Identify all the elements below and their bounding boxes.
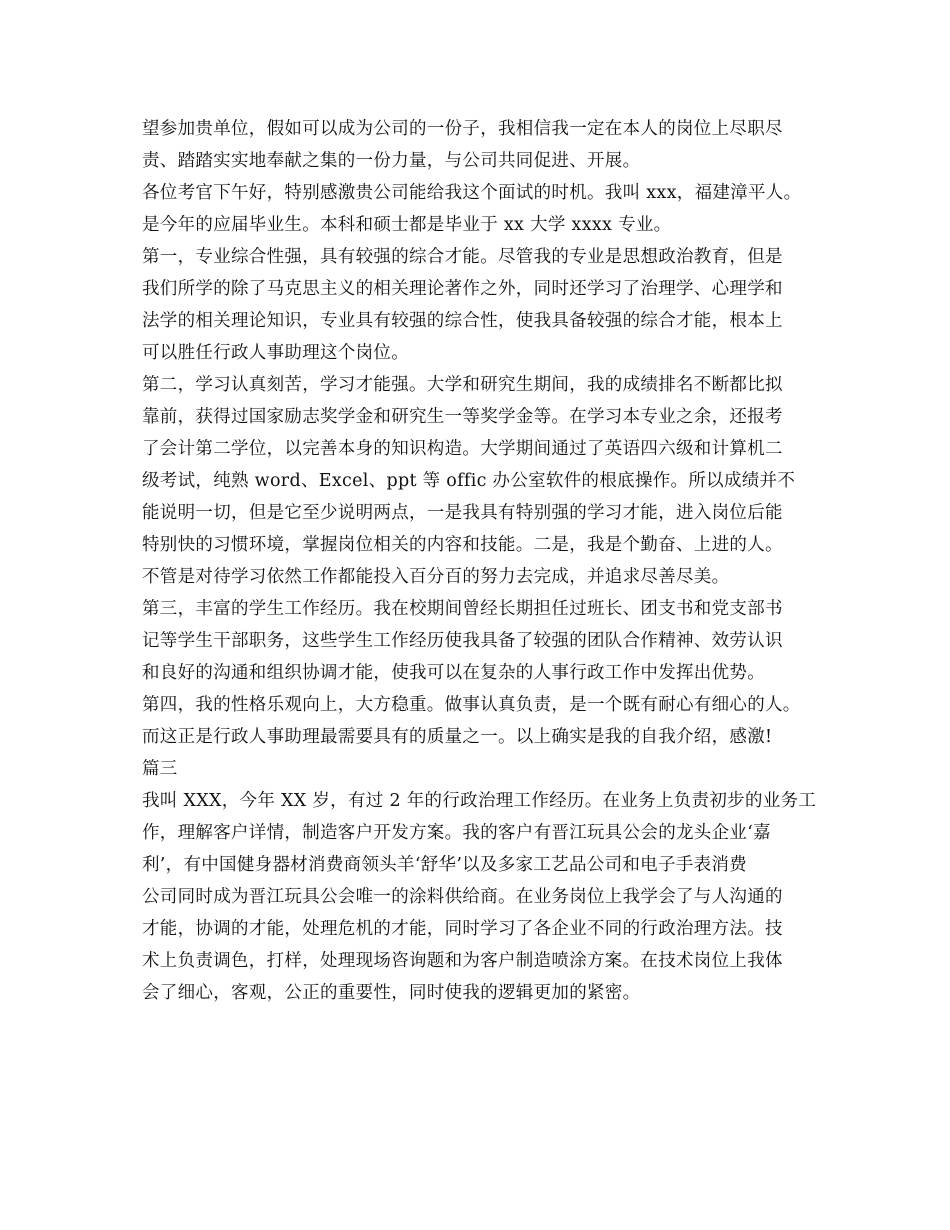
text-line: 我们所学的除了马克思主义的相关理论著作之外，同时还学习了治理学、心理学和 — [142, 279, 783, 299]
text-line: 才能，协调的才能，处理危机的才能，同时学习了各企业不同的行政治理方法。技 — [142, 919, 783, 939]
text-line: 利’，有中国健身器材消费商领头羊‘舒华’以及多家工艺品公司和电子手表消费 — [142, 855, 747, 875]
text-line: 不管是对待学习依然工作都能投入百分百的努力去完成，并追求尽善尽美。 — [142, 567, 730, 587]
text-line: 和良好的沟通和组织协调才能，使我可以在复杂的人事行政工作中发挥出优势。 — [142, 663, 765, 683]
text-line: 法学的相关理论知识，专业具有较强的综合性，使我具备较强的综合才能，根本上 — [142, 311, 783, 331]
text-line: 作，理解客户详情，制造客户开发方案。我的客户有晋江玩具公会的龙头企业‘嘉 — [142, 823, 771, 843]
text-line: 第二，学习认真刻苦，学习才能强。大学和研究生期间，我的成绩排名不断都比拟 — [142, 375, 783, 395]
text-line: 可以胜任行政人事助理这个岗位。 — [142, 343, 409, 363]
document-body — [142, 113, 832, 1009]
section-heading: 篇三 — [142, 759, 178, 779]
text-line: 第一，专业综合性强，具有较强的综合才能。尽管我的专业是思想政治教育，但是 — [142, 247, 783, 267]
text-line: 各位考官下午好，特别感激贵公司能给我这个面试的时机。我叫 xxx，福建漳平人。 — [142, 183, 802, 203]
text-line: 能说明一切，但是它至少说明两点，一是我具有特别强的学习才能，进入岗位后能 — [142, 503, 783, 523]
text-line: 而这正是行政人事助理最需要具有的质量之一。以上确实是我的自我介绍，感激! — [142, 727, 773, 747]
text-line: 第四，我的性格乐观向上，大方稳重。做事认真负责，是一个既有耐心有细心的人。 — [142, 695, 801, 715]
text-line: 责、踏踏实实地奉献之集的一份力量，与公司共同促进、开展。 — [142, 151, 641, 171]
text-line: 望参加贵单位，假如可以成为公司的一份子，我相信我一定在本人的岗位上尽职尽 — [142, 119, 783, 139]
text-line: 公司同时成为晋江玩具公会唯一的涂料供给商。在业务岗位上我学会了与人沟通的 — [142, 887, 783, 907]
text-line: 记等学生干部职务，这些学生工作经历使我具备了较强的团队合作精神、效劳认识 — [142, 631, 783, 651]
text-line: 术上负责调色，打样，处理现场咨询题和为客户制造喷涂方案。在技术岗位上我体 — [142, 951, 783, 971]
text-line: 级考试，纯熟 word、Excel、ppt 等 offic 办公室软件的根底操作。所以成绩并不 — [142, 471, 796, 491]
text-line: 第三，丰富的学生工作经历。我在校期间曾经长期担任过班长、团支书和党支部书 — [142, 599, 783, 619]
text-line: 靠前，获得过国家励志奖学金和研究生一等奖学金等。在学习本专业之余，还报考 — [142, 407, 783, 427]
text-line: 特别快的习惯环境，掌握岗位相关的内容和技能。二是，我是个勤奋、上进的人。 — [142, 535, 783, 555]
text-line: 我叫 XXX，今年 XX 岁，有过 2 年的行政治理工作经历。在业务上负责初步的业务工 — [142, 791, 817, 811]
text-line: 是今年的应届毕业生。本科和硕士都是毕业于 xx 大学 xxxx 专业。 — [142, 215, 672, 235]
text-line: 了会计第二学位，以完善本身的知识构造。大学期间通过了英语四六级和计算机二 — [142, 439, 783, 459]
text-line: 会了细心，客观，公正的重要性，同时使我的逻辑更加的紧密。 — [142, 983, 641, 1003]
